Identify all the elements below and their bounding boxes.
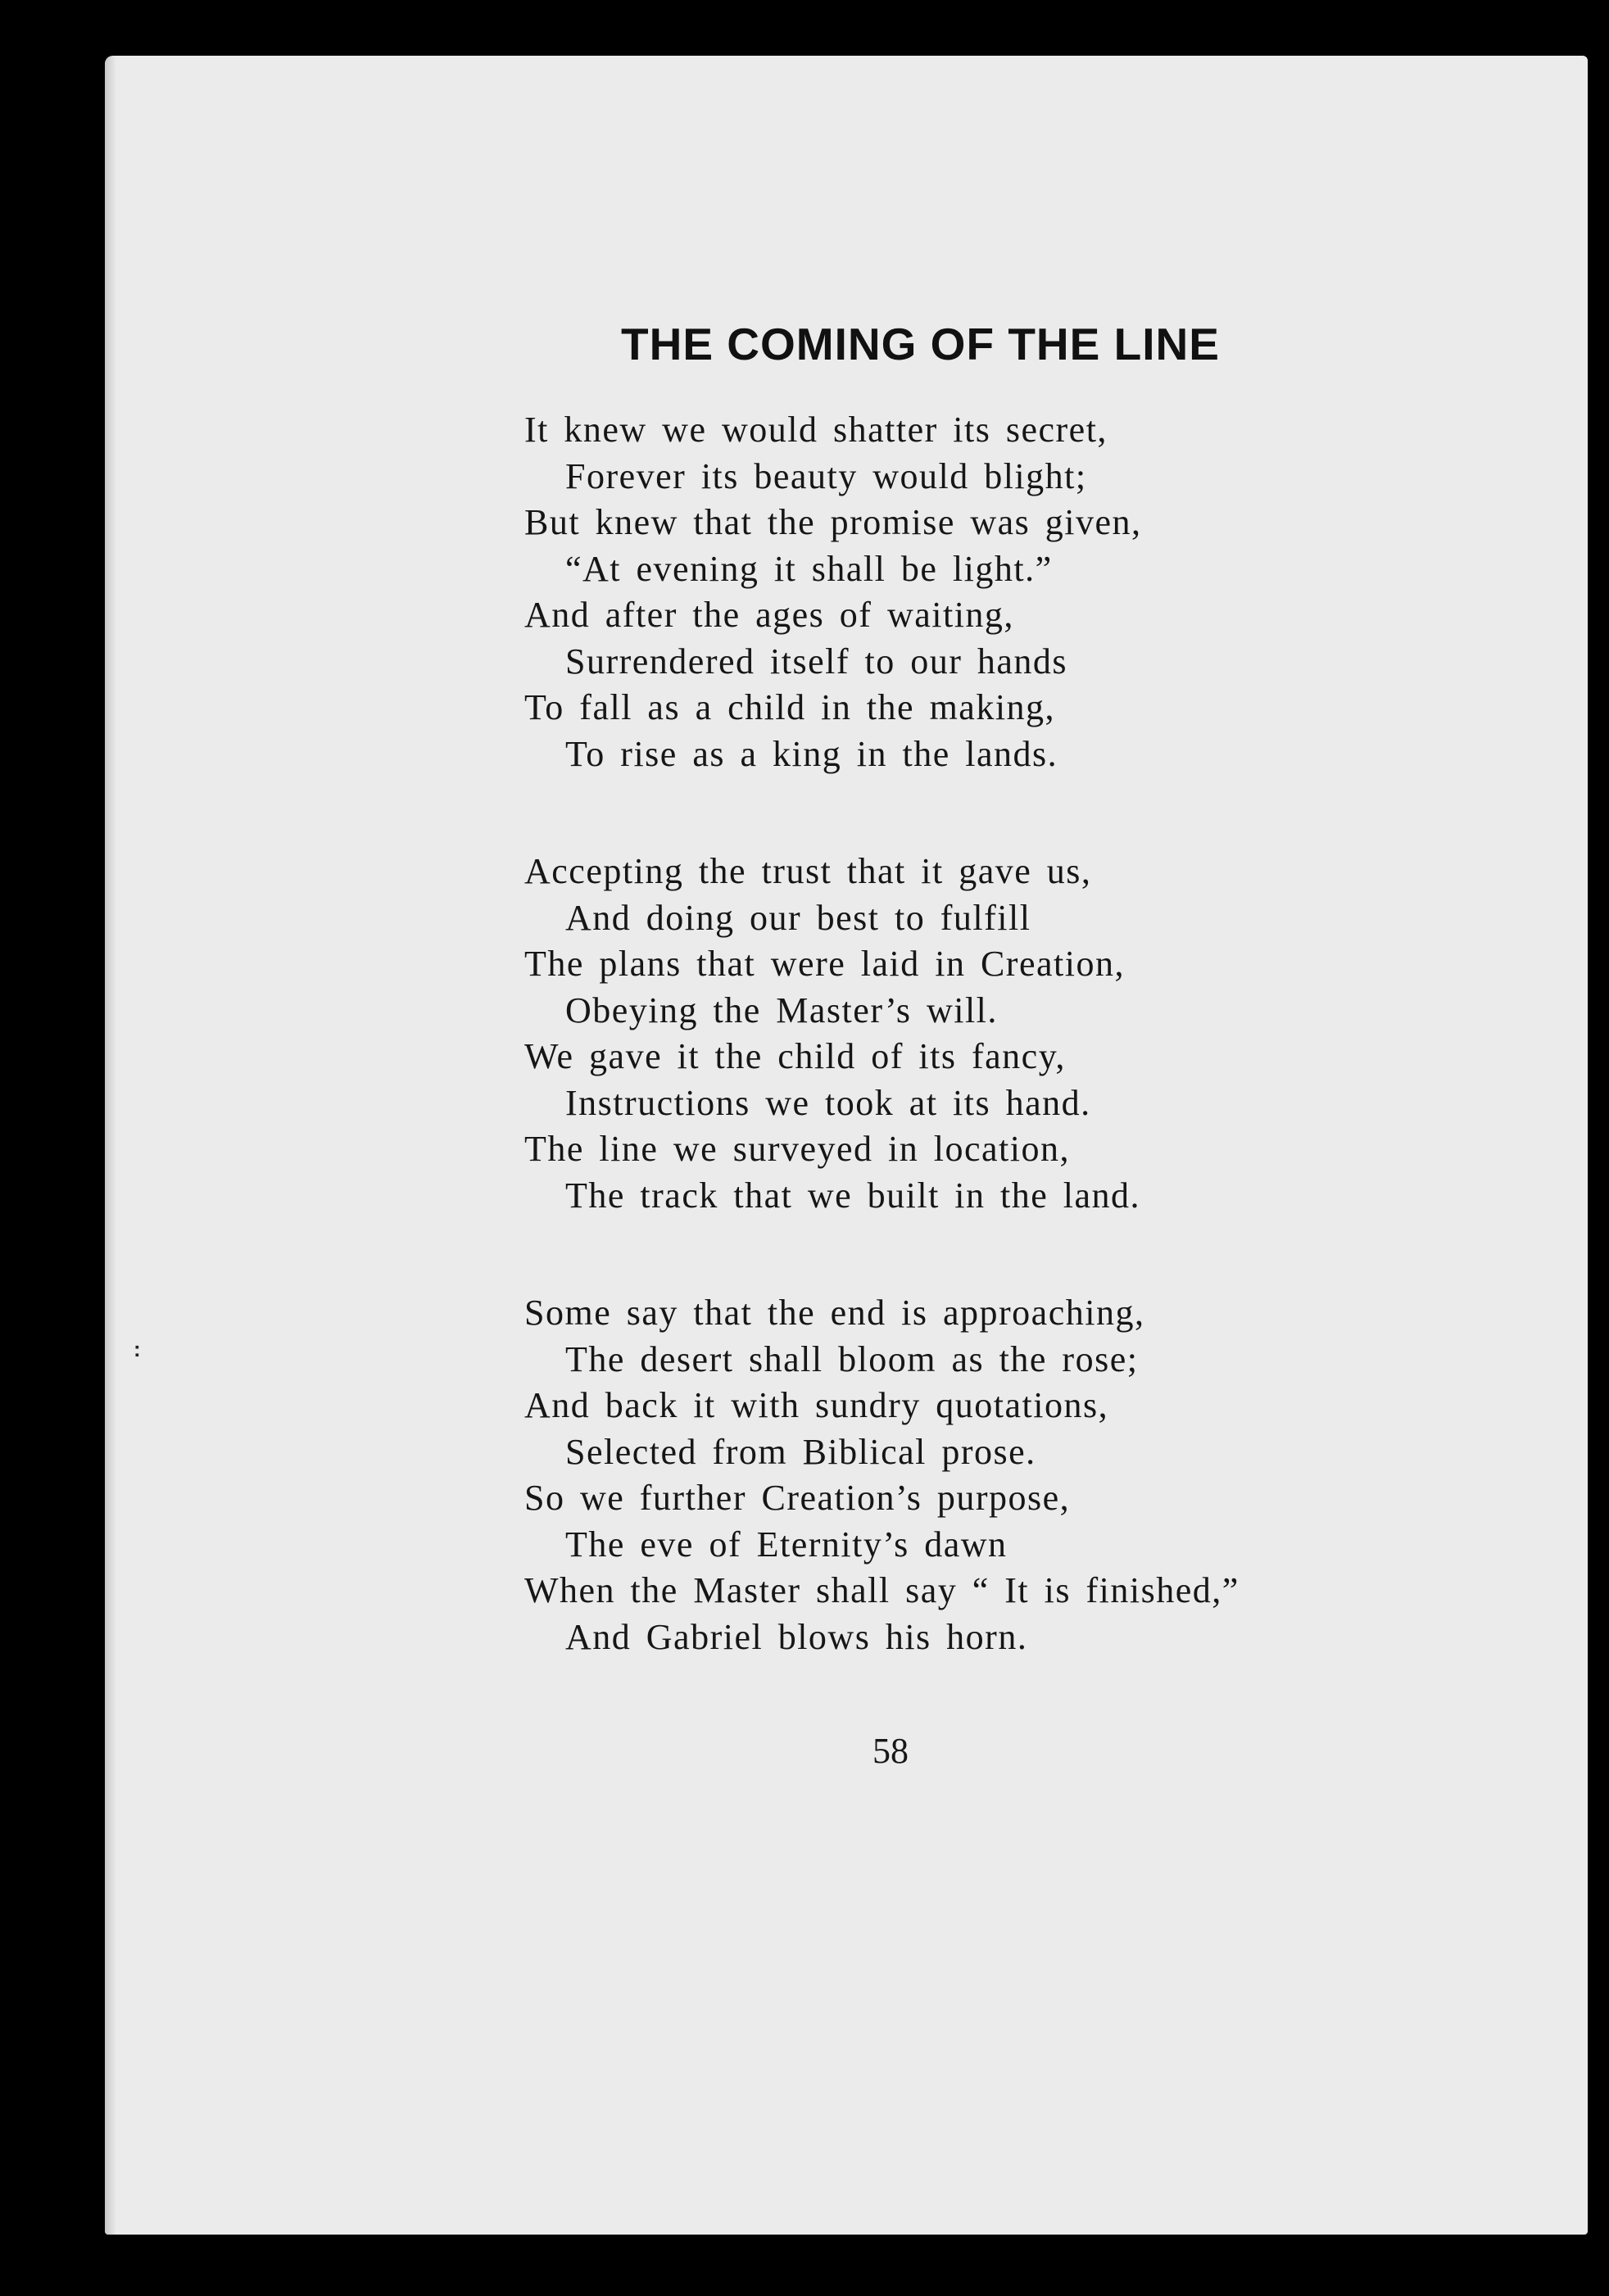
- poem-line: But knew that the promise was given,: [524, 502, 1142, 542]
- poem-line: We gave it the child of its fancy,: [524, 1036, 1066, 1076]
- poem-line: The eve of Eternity’s dawn: [565, 1524, 1008, 1565]
- poem-line: When the Master shall say “ It is finished,”: [524, 1570, 1240, 1610]
- stanza-1: [524, 407, 1344, 777]
- poem-line: Some say that the end is approaching,: [524, 1293, 1145, 1333]
- poem-line: The plans that were laid in Creation,: [524, 944, 1125, 984]
- poem-line: And back it with sundry quotations,: [524, 1385, 1109, 1425]
- poem-line: And after the ages of waiting,: [524, 595, 1014, 635]
- poem-line: Obeying the Master’s will.: [565, 989, 998, 1030]
- poem-line: The track that we built in the land.: [565, 1175, 1141, 1216]
- poem-line: To fall as a child in the making,: [524, 687, 1056, 727]
- margin-mark: :: [134, 1337, 141, 1361]
- poem-body: [524, 407, 1344, 1732]
- poem-line: It knew we would shatter its secret,: [524, 410, 1108, 450]
- poem-line: So we further Creation’s purpose,: [524, 1478, 1071, 1518]
- poem-line: And Gabriel blows his horn.: [565, 1616, 1028, 1657]
- poem-line: The line we surveyed in location,: [524, 1129, 1070, 1169]
- page-edge-shadow: [105, 56, 116, 2235]
- poem-line: Instructions we took at its hand.: [565, 1082, 1091, 1123]
- poem-line: Accepting the trust that it gave us,: [524, 851, 1092, 891]
- page-number: 58: [872, 1731, 909, 1771]
- stanza-2: [524, 849, 1344, 1219]
- poem-line: Forever its beauty would blight;: [565, 455, 1087, 496]
- poem-line: Selected from Biblical prose.: [565, 1431, 1036, 1472]
- poem-line: The desert shall bloom as the rose;: [565, 1338, 1139, 1379]
- poem-line: “At evening it shall be light.”: [565, 548, 1053, 589]
- poem-title: THE COMING OF THE LINE: [621, 319, 1220, 369]
- stanza-3: [524, 1290, 1344, 1660]
- poem-line: Surrendered itself to our hands: [565, 641, 1068, 682]
- poem-line: To rise as a king in the lands.: [565, 733, 1058, 774]
- poem-line: And doing our best to fulfill: [565, 897, 1031, 938]
